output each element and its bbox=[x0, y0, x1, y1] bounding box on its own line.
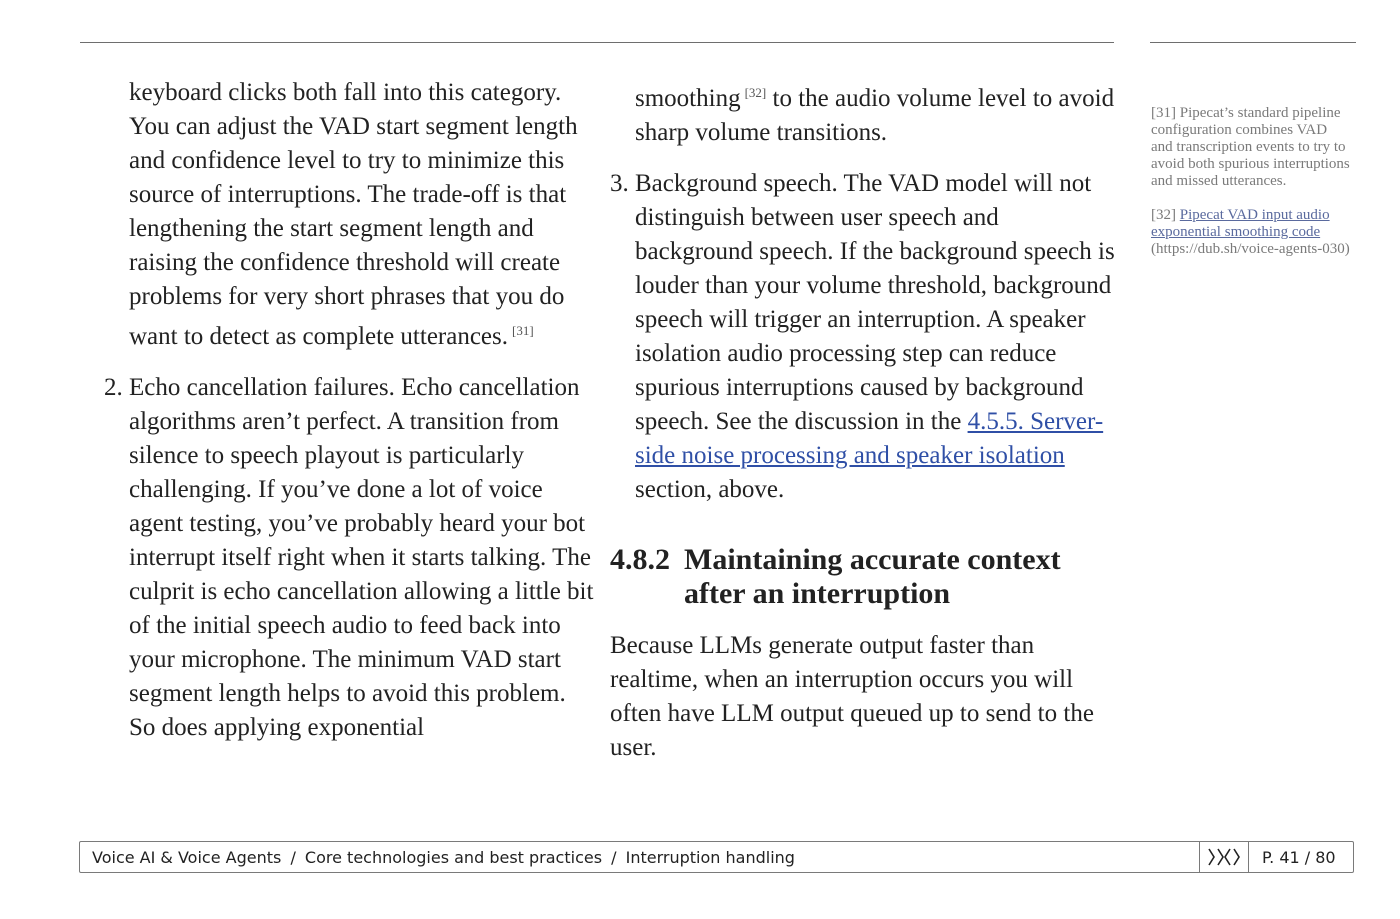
breadcrumb-separator: / bbox=[290, 847, 296, 867]
sidebar-top-rule bbox=[1150, 42, 1356, 43]
item3-tail: section, above. bbox=[635, 476, 785, 503]
list-number: 2. bbox=[104, 374, 123, 401]
top-rule bbox=[80, 42, 1114, 43]
sidenotes bbox=[1151, 105, 1351, 275]
sidenote-31: [31] Pipecat’s standard pipeline configuration combines VAD and transcription events to try to avoid both spurious interruptions and missed utterances. bbox=[1151, 105, 1350, 189]
list-item-2-continuation bbox=[610, 76, 1120, 150]
right-column bbox=[610, 76, 1120, 765]
list-item-text bbox=[635, 167, 1120, 507]
breadcrumb-item-section[interactable]: Interruption handling bbox=[625, 847, 795, 867]
breadcrumb-item-book[interactable]: Voice AI & Voice Agents bbox=[92, 847, 282, 867]
page-number: P. 41 / 80 bbox=[1262, 847, 1336, 867]
breadcrumb-item-chapter[interactable]: Core technologies and best practices bbox=[304, 847, 603, 867]
continuation-text-tail: to the audio volume level to avoid sharp volume transitions. bbox=[635, 85, 1115, 146]
pipecat-smoothing-code-link[interactable]: Pipecat VAD input audio exponential smoothing code bbox=[1151, 207, 1330, 240]
left-column bbox=[104, 76, 594, 745]
list-number: 3. bbox=[610, 170, 629, 197]
list-item-2 bbox=[104, 371, 594, 745]
breadcrumb-separator: / bbox=[611, 847, 617, 867]
footnote-ref-32[interactable]: [32] bbox=[744, 85, 767, 100]
section-cross-reference-link[interactable]: 4.5.5. Server-side noise processing and speaker isolation bbox=[635, 408, 1104, 469]
sidenote-32 bbox=[1151, 207, 1351, 258]
list-item-1-continuation bbox=[104, 76, 594, 354]
item1-text: keyboard clicks both fall into this category. You can adjust the VAD start segment length and confidence level to try to minimize this source of interruptions. The trade-off is that lengthening the start segment length and raising the confidence threshold will create problems for very short phrases that you do want to detect as complete utterances. bbox=[129, 79, 578, 350]
sidenote-32-url: (https://dub.sh/voice-agents-030) bbox=[1151, 241, 1350, 257]
section-number: 4.8.2 bbox=[610, 543, 670, 576]
section-heading bbox=[610, 543, 1120, 611]
breadcrumb bbox=[80, 848, 1199, 867]
footer-bar bbox=[79, 841, 1354, 873]
section-title: Maintaining accurate context after an interruption bbox=[684, 543, 1061, 610]
footnote-ref-31[interactable]: [31] bbox=[512, 323, 534, 338]
list-item-text: Echo cancellation failures. Echo cancellation algorithms aren’t perfect. A transition from silence to speech playout is particularly challenging. If you’ve done a lot of voice agent testing, you’ve probably heard your bot interrupt itself right when it starts talking. The culprit is echo cancellation allowing a little bit of the initial speech audio to feed back into your microphone. The minimum VAD start segment length helps to avoid this problem. So does applying exponential bbox=[129, 374, 594, 741]
section-paragraph: Because LLMs generate output faster than realtime, when an interruption occurs you will often have LLM output queued up to send to the user. bbox=[610, 632, 1094, 761]
sidenote-32-label: [32] bbox=[1151, 207, 1176, 223]
list-item-3 bbox=[610, 167, 1120, 507]
item3-text: Background speech. The VAD model will not distinguish between user speech and background speech. If the background speech is louder than your volume threshold, background speech will trigger an interruption. A speaker isolation audio processing step can reduce spurious interruptions caused by background speech. See the discussion in the bbox=[635, 170, 1115, 435]
pipecat-logo-icon bbox=[1207, 846, 1241, 868]
logo-cell[interactable] bbox=[1199, 842, 1249, 872]
continuation-text: smoothing bbox=[635, 85, 741, 112]
